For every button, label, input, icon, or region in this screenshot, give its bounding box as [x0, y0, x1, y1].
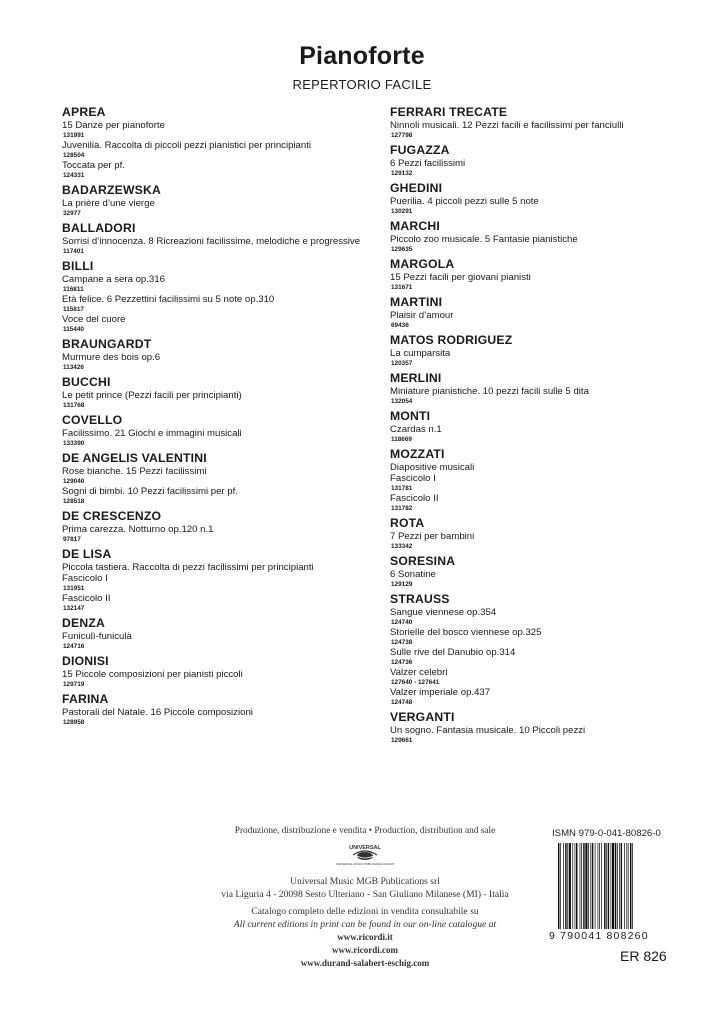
- composer-name: BALLADORI: [62, 221, 136, 235]
- composer-name: MARCHI: [390, 219, 440, 233]
- right-column: [390, 105, 710, 745]
- catalog-number: 129132: [391, 170, 413, 177]
- production-line: Produzione, distribuzione e vendita • Production, distribution and sale: [234, 826, 496, 836]
- composer-entry: [62, 105, 382, 180]
- catalog-number: 129129: [391, 581, 413, 588]
- barcode-bar: [583, 843, 584, 929]
- work-title: Sulle rive del Danubio op.314: [390, 647, 516, 658]
- work-item: [390, 196, 710, 216]
- work-item: [62, 294, 382, 314]
- work-item: [390, 687, 710, 707]
- work-item: [390, 667, 710, 687]
- barcode-bar: [624, 843, 625, 929]
- work-title: 15 Pezzi facili per giovani pianisti: [390, 272, 531, 283]
- catalog-number: 129661: [391, 737, 413, 744]
- composer-entry: [390, 710, 710, 745]
- catalog-number: 131991: [63, 132, 85, 139]
- composer-name: FARINA: [62, 692, 109, 706]
- catalog-number: 132054: [391, 398, 413, 405]
- barcode-bar: [606, 843, 607, 929]
- work-title: Puerilia. 4 piccoli pezzi sulle 5 note: [390, 196, 539, 207]
- work-item: [62, 573, 382, 593]
- barcode-bar: [569, 843, 571, 929]
- barcode-bar: [585, 843, 587, 929]
- work-title: Sorrisi d’innocenza. 8 Ricreazioni facilissime, melodiche e progressive: [62, 236, 361, 247]
- catalog-number: 133342: [391, 543, 413, 550]
- barcode-bar: [630, 843, 631, 929]
- work-title: Ninnoli musicali. 12 Pezzi facili e facilissimi per fanciulli: [390, 120, 624, 131]
- composer-entry: [62, 616, 382, 651]
- composer-entry: [62, 337, 382, 372]
- work-item: [62, 160, 382, 180]
- work-title: 15 Piccole composizioni per pianisti piccoli: [62, 669, 243, 680]
- catalog-number: 32977: [63, 210, 81, 217]
- work-title: Plaisir d’amour: [390, 310, 454, 321]
- catalog-number: 116811: [63, 286, 84, 293]
- barcode-bar: [599, 843, 600, 929]
- website-ricordi-it[interactable]: www.ricordi.it: [337, 932, 393, 942]
- catalog-number: 117401: [63, 248, 84, 255]
- work-item: [62, 593, 382, 613]
- catalog-note-it: Catalogo completo delle edizioni in vendita consultabile su: [251, 906, 479, 917]
- work-item: [390, 310, 710, 330]
- composer-name: BRAUNGARDT: [62, 337, 152, 351]
- composer-entry: [390, 105, 710, 140]
- barcode-bar: [595, 843, 596, 929]
- composer-name: BADARZEWSKA: [62, 183, 162, 197]
- barcode: [557, 843, 699, 929]
- work-title: Piccola tastiera. Raccolta di pezzi facilissimi per principianti: [62, 562, 314, 573]
- catalog-number: 129719: [63, 681, 85, 688]
- barcode-bar: [558, 843, 559, 929]
- composer-name: APREA: [62, 105, 106, 119]
- work-item: [62, 669, 382, 689]
- composer-name: ROTA: [390, 516, 425, 530]
- catalog-note-en: All current editions in print can be found in our on-line catalogue at: [233, 919, 497, 930]
- work-item: [62, 274, 382, 294]
- composer-entry: [62, 183, 382, 218]
- barcode-bar: [632, 843, 633, 929]
- composer-entry: [390, 143, 710, 178]
- barcode-bar: [617, 843, 618, 929]
- work-title: Prima carezza. Notturno op.120 n.1: [62, 524, 214, 535]
- catalog-number: 127640 - 127641: [391, 679, 440, 686]
- work-title: Età felice. 6 Pezzettini facilissimi su 5 note op.310: [62, 294, 275, 305]
- composer-name: VERGANTI: [390, 710, 455, 724]
- catalog-number: 131951: [63, 585, 85, 592]
- catalog-number: 115817: [63, 306, 84, 313]
- work-item: [390, 120, 710, 140]
- work-item: [62, 120, 382, 140]
- work-title: Fascicolo II: [62, 593, 111, 604]
- catalog-number: 124716: [63, 643, 85, 650]
- composer-name: DE ANGELIS VALENTINI: [62, 451, 207, 465]
- composer-name: FUGAZZA: [390, 143, 450, 157]
- page-title: Pianoforte: [299, 42, 425, 70]
- barcode-bar: [572, 843, 573, 929]
- catalog-number: 113426: [63, 364, 84, 371]
- page-subtitle: REPERTORIO FACILE: [292, 77, 432, 92]
- composer-entry: [390, 554, 710, 589]
- barcode-bar: [560, 843, 561, 929]
- work-title: Valzer imperiale op.437: [390, 687, 491, 698]
- barcode-bar: [563, 843, 564, 929]
- work-title: Le petit prince (Pezzi facili per principianti): [62, 390, 242, 401]
- catalog-number: 127798: [391, 132, 413, 139]
- catalog-number: 131781: [391, 485, 413, 492]
- left-column: [62, 105, 382, 727]
- barcode-bar: [575, 843, 576, 929]
- catalog-number: 118669: [391, 436, 412, 443]
- work-title: Valzer celebri: [390, 667, 448, 678]
- catalog-number: 69436: [391, 322, 409, 329]
- composer-entry: [390, 409, 710, 444]
- work-title: Czardas n.1: [390, 424, 442, 435]
- work-item: [62, 140, 382, 160]
- catalog-number: 131768: [63, 402, 85, 409]
- catalog-code: ER 826: [620, 948, 667, 964]
- work-item: [390, 627, 710, 647]
- work-item: [62, 524, 382, 544]
- barcode-bar: [621, 843, 622, 929]
- barcode-bar: [576, 843, 577, 929]
- catalog-number: 128504: [63, 152, 85, 159]
- work-title: La prière d’une vierge: [62, 198, 155, 209]
- composer-name: MATOS RODRIGUEZ: [390, 333, 513, 347]
- catalog-number: 131671: [391, 284, 413, 291]
- composer-name: DIONISI: [62, 654, 109, 668]
- catalog-number: 131782: [391, 505, 413, 512]
- catalog-number: 124736: [391, 659, 413, 666]
- work-title: Rose bianche. 15 Pezzi facilissimi: [62, 466, 207, 477]
- work-title: 6 Pezzi facilissimi: [390, 158, 466, 169]
- work-item: [390, 725, 710, 745]
- barcode-bar: [628, 843, 629, 929]
- work-item: [62, 352, 382, 372]
- composer-entry: [62, 547, 382, 613]
- work-title: Funiculì-funiculà: [62, 631, 132, 642]
- publisher-footer: [190, 825, 540, 970]
- work-title: Un sogno. Fantasia musicale. 10 Piccoli pezzi: [390, 725, 586, 736]
- composer-entry: [390, 181, 710, 216]
- composer-name: DE LISA: [62, 547, 112, 561]
- work-title: Juvenilia. Raccolta di piccoli pezzi pianistici per principianti: [62, 140, 312, 151]
- composer-name: MERLINI: [390, 371, 442, 385]
- barcode-bar: [601, 843, 602, 929]
- work-title: 15 Danze per pianoforte: [62, 120, 165, 131]
- barcode-bar: [619, 843, 620, 929]
- composer-entry: [390, 257, 710, 292]
- work-item: [390, 158, 710, 178]
- website-durand[interactable]: www.durand-salabert-eschig.com: [300, 958, 430, 968]
- composer-entry: [62, 259, 382, 334]
- work-title: La cumparsita: [390, 348, 451, 359]
- work-title: Miniature pianistiche. 10 pezzi facili sulle 5 dita: [390, 386, 589, 397]
- composer-name: BUCCHI: [62, 375, 111, 389]
- composer-entry: [390, 447, 710, 513]
- work-item: [62, 428, 382, 448]
- work-item: [390, 531, 710, 551]
- composer-name: DE CRESCENZO: [62, 509, 162, 523]
- work-item: [62, 390, 382, 410]
- work-title: Voce del cuore: [62, 314, 126, 325]
- catalog-number: 133390: [63, 440, 85, 447]
- barcode-bar: [590, 843, 591, 929]
- composer-name: SORESINA: [390, 554, 456, 568]
- barcode-bar: [604, 843, 605, 929]
- barcode-bar: [592, 843, 593, 929]
- work-item: [62, 562, 382, 573]
- publisher-address: via Liguria 4 - 20098 Sesto Ulteriano - San Giuliano Milanese (MI) - Italia: [221, 889, 509, 900]
- catalog-number: 124331: [63, 172, 85, 179]
- composer-entry: [62, 413, 382, 448]
- work-title: Murmure des bois op.6: [62, 352, 161, 363]
- work-item: [62, 631, 382, 651]
- work-item: [390, 234, 710, 254]
- work-title: Diapositive musicali: [390, 462, 475, 473]
- work-item: [390, 473, 710, 493]
- work-title: Sangue viennese op.354: [390, 607, 497, 618]
- work-item: [62, 314, 382, 334]
- barcode-bar: [598, 843, 599, 929]
- work-item: [62, 236, 382, 256]
- work-title: 7 Pezzi per bambini: [390, 531, 475, 542]
- composer-entry: [62, 375, 382, 410]
- work-title: Pastorali del Natale. 16 Piccole composizioni: [62, 707, 253, 718]
- barcode-bar: [567, 843, 568, 929]
- composer-entry: [390, 333, 710, 368]
- work-item: [390, 607, 710, 627]
- barcode-bar: [615, 843, 616, 929]
- barcode-bar: [588, 843, 589, 929]
- catalog-number: 115440: [63, 326, 84, 333]
- composer-name: GHEDINI: [390, 181, 443, 195]
- work-item: [390, 272, 710, 292]
- composer-name: MONTI: [390, 409, 431, 423]
- work-title: Fascicolo II: [390, 493, 439, 504]
- work-item: [390, 348, 710, 368]
- composer-entry: [390, 219, 710, 254]
- universal-logo: [335, 841, 395, 871]
- work-title: Toccata per pf.: [62, 160, 125, 171]
- work-item: [390, 386, 710, 406]
- work-title: Campane a sera op.316: [62, 274, 165, 285]
- work-item: [390, 569, 710, 589]
- barcode-bar: [612, 843, 614, 929]
- composer-name: MARGOLA: [390, 257, 455, 271]
- catalog-number: 124748: [391, 699, 413, 706]
- logo-text: UNIVERSAL: [349, 845, 381, 851]
- composer-entry: [390, 371, 710, 406]
- composer-name: MARTINI: [390, 295, 443, 309]
- work-title: Sogni di bimbi. 10 Pezzi facilissimi per pf.: [62, 486, 238, 497]
- composer-name: COVELLO: [62, 413, 123, 427]
- barcode-digits: 9 790041 808260: [549, 930, 649, 942]
- composer-entry: [62, 221, 382, 256]
- catalog-number: 120357: [391, 360, 413, 367]
- ismn-number: ISMN 979-0-041-80826-0: [552, 828, 661, 839]
- barcode-bar: [626, 843, 627, 929]
- barcode-bar: [565, 843, 566, 929]
- work-title: 6 Sonatine: [390, 569, 436, 580]
- composer-name: MOZZATI: [390, 447, 445, 461]
- work-item: [62, 198, 382, 218]
- catalog-number: 124738: [391, 639, 413, 646]
- catalog-number: 97817: [63, 536, 81, 543]
- work-title: Storielle del bosco viennese op.325: [390, 627, 542, 638]
- work-item: [390, 462, 710, 473]
- work-item: [62, 486, 382, 506]
- composer-entry: [390, 295, 710, 330]
- work-title: Piccolo zoo musicale. 5 Fantasie pianistiche: [390, 234, 578, 245]
- composer-name: FERRARI TRECATE: [390, 105, 508, 119]
- logo-subtext: UNIVERSAL MUSIC PUBLISHING GROUP: [335, 862, 395, 866]
- catalog-number: 124740: [391, 619, 413, 626]
- composer-name: DENZA: [62, 616, 105, 630]
- work-title: Fascicolo I: [62, 573, 108, 584]
- composer-entry: [62, 692, 382, 727]
- catalog-number: 130291: [391, 208, 413, 215]
- catalog-number: 128958: [63, 719, 85, 726]
- work-item: [62, 707, 382, 727]
- catalog-number: 129040: [63, 478, 85, 485]
- work-title: Facilissimo. 21 Giochi e immagini musicali: [62, 428, 242, 439]
- work-item: [62, 466, 382, 486]
- catalog-number: 132147: [63, 605, 85, 612]
- barcode-bar: [611, 843, 612, 929]
- barcode-bar: [580, 843, 581, 929]
- composer-name: STRAUSS: [390, 592, 450, 606]
- barcode-bar: [608, 843, 609, 929]
- composer-entry: [390, 592, 710, 707]
- work-title: Fascicolo I: [390, 473, 436, 484]
- composer-entry: [62, 451, 382, 506]
- barcode-bar: [581, 843, 582, 929]
- catalog-number: 128518: [63, 498, 85, 505]
- composer-entry: [62, 654, 382, 689]
- catalog-number: 129635: [391, 246, 413, 253]
- composer-entry: [390, 516, 710, 551]
- work-item: [390, 493, 710, 513]
- work-item: [390, 424, 710, 444]
- work-item: [390, 647, 710, 667]
- composer-name: BILLI: [62, 259, 94, 273]
- publisher-name: Universal Music MGB Publications srl: [290, 876, 440, 887]
- website-ricordi-com[interactable]: www.ricordi.com: [332, 945, 398, 955]
- composer-entry: [62, 509, 382, 544]
